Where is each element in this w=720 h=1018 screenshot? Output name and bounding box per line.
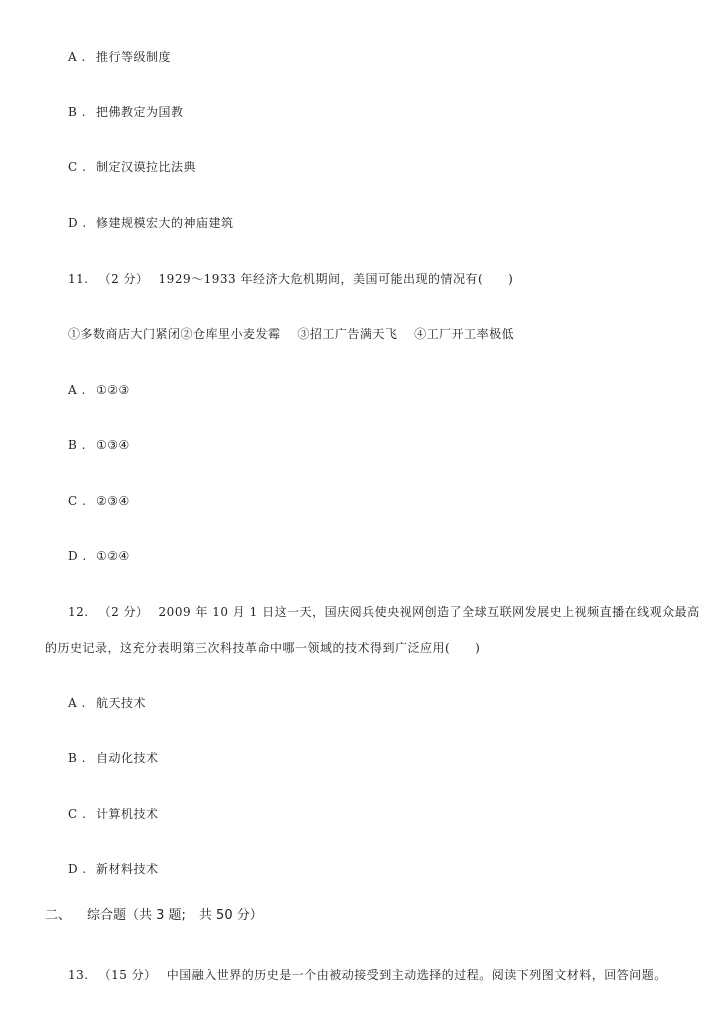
option-text: 修建规模宏大的神庙建筑 <box>96 216 234 230</box>
option-letter: D . <box>68 862 87 876</box>
question-11-statements: ①多数商店大门紧闭②仓库里小麦发霉 ③招工广告满天飞 ④工厂开工率极低 <box>68 327 515 341</box>
option-text: 新材料技术 <box>96 862 159 876</box>
section-title: 综合题（共 3 题; 共 50 分） <box>87 908 263 923</box>
option-b <box>68 437 130 453</box>
question-number: 13. <box>68 968 89 982</box>
option-letter: B . <box>68 438 86 452</box>
option-d <box>68 861 159 877</box>
option-text: 自动化技术 <box>96 751 159 765</box>
option-text: 航天技术 <box>96 696 147 710</box>
option-letter: D . <box>68 216 87 230</box>
option-letter: B . <box>68 751 86 765</box>
question-13-stem <box>68 967 667 983</box>
question-number: 12. <box>68 605 89 619</box>
option-letter: D . <box>68 549 87 563</box>
option-a <box>68 382 130 398</box>
option-letter: C . <box>68 807 87 821</box>
option-letter: A . <box>68 50 86 64</box>
option-b <box>68 104 184 120</box>
question-score: （2 分） <box>98 272 149 286</box>
section-heading <box>45 907 263 925</box>
option-letter: C . <box>68 160 87 174</box>
option-letter: A . <box>68 696 86 710</box>
option-letter: B . <box>68 105 86 119</box>
option-c <box>68 159 196 175</box>
question-12-stem-continued: 的历史记录，这充分表明第三次科技革命中哪一领域的技术得到广泛应用( ) <box>45 641 481 655</box>
question-number: 11. <box>68 272 89 286</box>
question-text: 1929～1933 年经济大危机期间，美国可能出现的情况有( ) <box>158 272 514 286</box>
question-text: 2009 年 10 月 1 日这一天，国庆阅兵使央视网创造了全球互联网发展史上视频直播在线观众最高 <box>158 605 700 619</box>
question-text: 中国融入世界的历史是一个由被动接受到主动选择的过程。阅读下列图文材料，回答问题。 <box>166 968 667 982</box>
question-12-stem <box>68 604 700 620</box>
option-a <box>68 49 171 65</box>
option-b <box>68 750 159 766</box>
option-letter: C . <box>68 494 87 508</box>
option-letter: A . <box>68 383 86 397</box>
option-d <box>68 548 130 564</box>
option-text: 计算机技术 <box>96 807 159 821</box>
question-score: （2 分） <box>98 605 149 619</box>
option-a <box>68 695 146 711</box>
option-d <box>68 215 234 231</box>
section-number: 二、 <box>45 908 72 923</box>
option-c <box>68 493 130 509</box>
question-11-stem <box>68 271 513 287</box>
option-text: 制定汉谟拉比法典 <box>96 160 197 174</box>
option-text: 把佛教定为国教 <box>96 105 184 119</box>
option-text: ①②④ <box>96 549 130 563</box>
option-text: 推行等级制度 <box>96 50 172 64</box>
option-text: ①②③ <box>96 383 130 397</box>
option-c <box>68 806 159 822</box>
option-text: ②③④ <box>96 494 130 508</box>
question-score: （15 分） <box>98 968 157 982</box>
option-text: ①③④ <box>96 438 130 452</box>
